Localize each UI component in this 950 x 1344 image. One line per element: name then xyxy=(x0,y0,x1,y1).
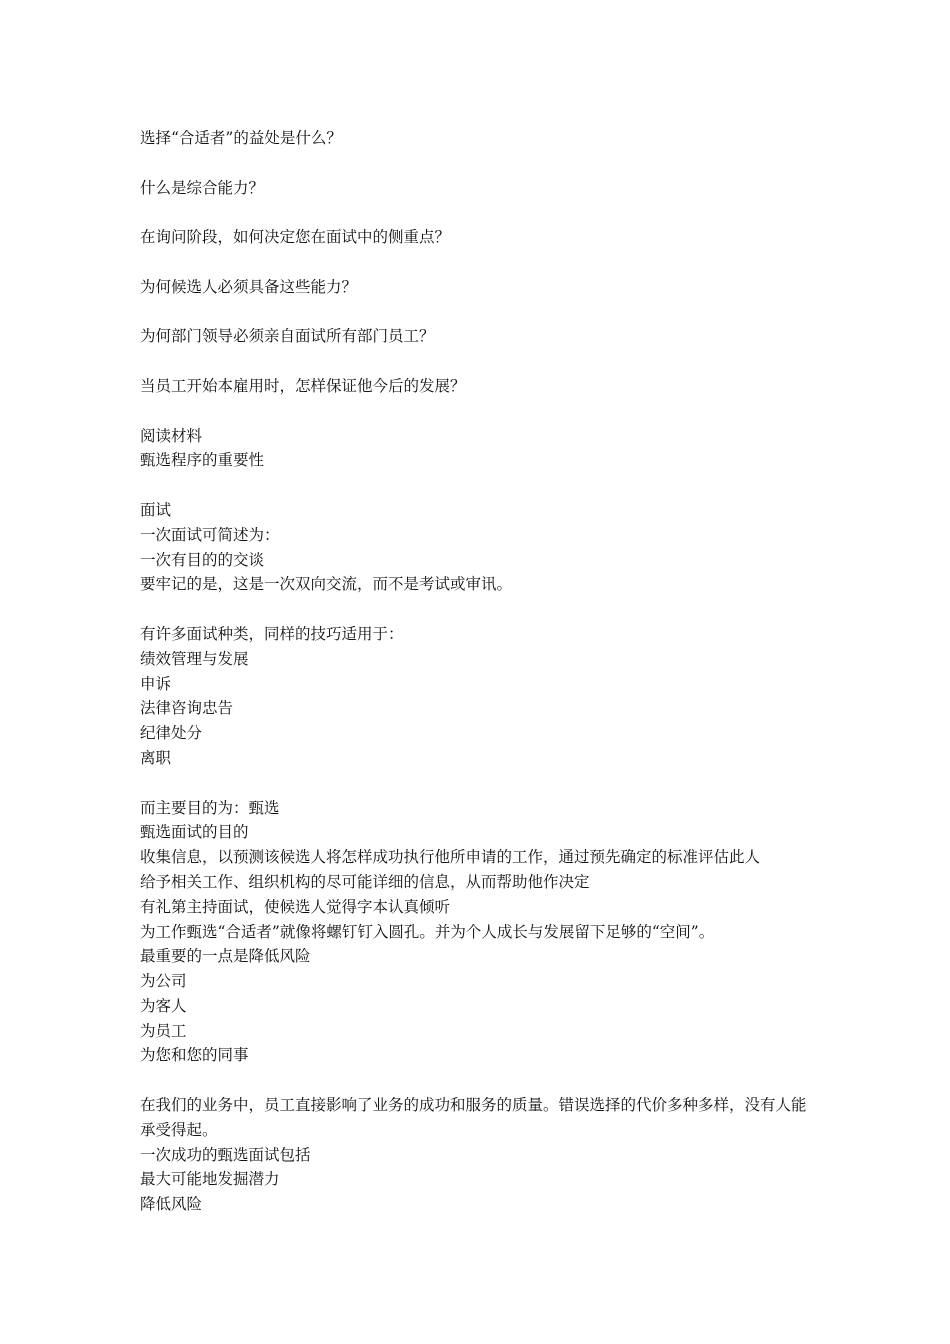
selection-line: 收集信息，以预测该候选人将怎样成功执行他所申请的工作，通过预先确定的标准评估此人 xyxy=(140,848,761,867)
list-item: 法律咨询忠告 xyxy=(140,699,234,718)
business-paragraph: 在我们的业务中，员工直接影响了业务的成功和服务的质量。错误选择的代价多种多样，没有人能承受得起。 xyxy=(140,1096,807,1139)
types-intro: 有许多面试种类，同样的技巧适用于： xyxy=(140,624,404,643)
list-item: 为员工 xyxy=(140,1021,187,1040)
list-item: 为客人 xyxy=(140,996,187,1015)
selection-line: 有礼第主持面试，使候选人觉得字本认真倾听 xyxy=(140,897,451,916)
main-purpose: 而主要目的为：甄选 xyxy=(140,798,280,817)
question-1: 选择“合适者”的益处是什么？ xyxy=(140,129,342,147)
list-item: 申诉 xyxy=(140,674,172,693)
selection-line: 给予相关工作、组织机构的尽可能详细的信息，从而帮助他作决定 xyxy=(140,872,590,891)
selection-line: 为工作甄选“合适者”就像将螺钉钉入圆孔。并为个人成长与发展留下足够的“空间”。 xyxy=(140,922,715,941)
question-3: 在询问阶段，如何决定您在面试中的侧重点？ xyxy=(140,228,451,247)
purpose-heading: 甄选面试的目的 xyxy=(140,823,249,842)
list-item: 降低风险 xyxy=(140,1195,203,1214)
question-4: 为何候选人必须具备这些能力？ xyxy=(140,277,358,296)
interview-intro: 一次面试可简述为： xyxy=(140,525,280,544)
interview-note: 要牢记的是，这是一次双向交流，而不是考试或审讯。 xyxy=(140,575,513,594)
question-2: 什么是综合能力？ xyxy=(140,178,265,197)
list-item: 绩效管理与发展 xyxy=(140,649,249,668)
interview-heading: 面试 xyxy=(140,500,172,519)
reading-heading: 阅读材料 xyxy=(140,426,203,445)
question-5: 为何部门领导必须亲自面试所有部门员工？ xyxy=(140,327,435,346)
list-item: 离职 xyxy=(140,748,172,767)
list-item: 纪律处分 xyxy=(140,724,203,743)
selection-line: 最重要的一点是降低风险 xyxy=(140,947,311,966)
reading-subheading: 甄选程序的重要性 xyxy=(140,451,265,470)
success-intro: 一次成功的甄选面试包括 xyxy=(140,1145,311,1164)
list-item: 为公司 xyxy=(140,972,187,991)
list-item: 最大可能地发掘潜力 xyxy=(140,1170,280,1189)
interview-definition: 一次有目的的交谈 xyxy=(140,550,265,569)
question-6: 当员工开始本雇用时，怎样保证他今后的发展？ xyxy=(140,376,466,395)
list-item: 为您和您的同事 xyxy=(140,1046,249,1065)
document-page xyxy=(140,126,820,1217)
